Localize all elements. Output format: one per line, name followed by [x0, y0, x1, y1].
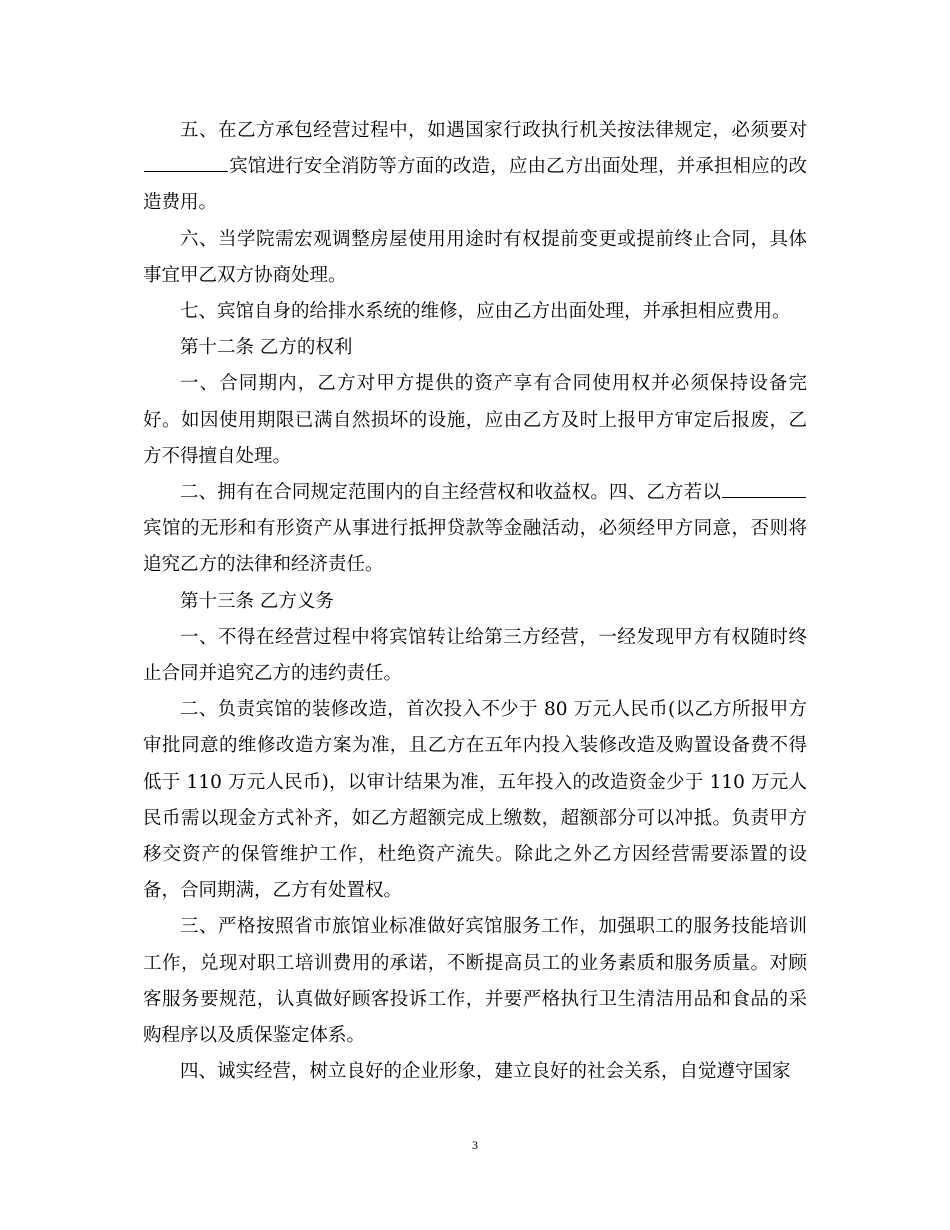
page-number: 3: [472, 1138, 478, 1152]
paragraph-clause-5: [143, 113, 807, 222]
paragraph-text: 四、诚实经营，树立良好的企业形象，建立良好的社会关系，自觉遵守国家: [180, 1061, 791, 1083]
paragraph-text: 一、合同期内，乙方对甲方提供的资产享有合同使用权并必须保持设备完好。如因使用期限已满自然损坏的设施，应由乙方及时上报甲方审定后报废，乙方不得擅自处理。: [143, 373, 807, 467]
paragraph-text: 宾馆的无形和有形资产从事进行抵押贷款等金融活动，必须经甲方同意，否则将追究乙方的法律和经济责任。: [143, 518, 807, 576]
paragraph-text: 七、宾馆自身的给排水系统的维修，应由乙方出面处理，并承担相应费用。: [180, 301, 791, 323]
paragraph-text: 二、拥有在合同规定范围内的自主经营权和收益权。四、乙方若以: [180, 482, 721, 504]
paragraph-text: 宾馆进行安全消防等方面的改造，应由乙方出面处理，并承担相应的改造费用。: [143, 156, 807, 214]
paragraph-text: 三、严格按照省市旅馆业标准做好宾馆服务工作，加强职工的服务技能培训工作，兑现对职工培训费用的承诺，不断提高员工的业务素质和服务质量。对顾客服务要规范，认真做好顾客投诉工作，并要严格执行卫生清洁用品和食品的采购程序以及质保鉴定体系。: [143, 916, 807, 1047]
paragraph-rights-1: [143, 366, 807, 475]
paragraph-obligations-4: [143, 1054, 807, 1090]
paragraph-obligations-2: [143, 692, 807, 909]
heading-text: 第十三条 乙方义务: [180, 590, 334, 612]
paragraph-text: 一、不得在经营过程中将宾馆转让给第三方经营，一经发现甲方有权随时终止合同并追究乙方的违约责任。: [143, 626, 807, 685]
document-body: [143, 113, 807, 1090]
paragraph-text: 六、当学院需宏观调整房屋使用用途时有权提前变更或提前终止合同，具体事宜甲乙双方协商处理。: [143, 228, 807, 286]
paragraph-clause-6: [143, 222, 807, 294]
paragraph-obligations-3: [143, 909, 807, 1054]
paragraph-text: 二、负责宾馆的装修改造，首次投入不少于 80 万元人民币(以乙方所报甲方审批同意的维修改造方案为准，且乙方在五年内投入装修改造及购置设备费不得低于 110 万元人民币)，以审计结果为准，五年投入的改造资金少于 110 万元人民币需以现金方式补齐，如乙方超额完成上缴数，超额部分可以冲抵。负责甲方移交资产的保管维护工作，杜绝资产流失。除此之外乙方因经营需要添置的设备，合同期满，乙方有处置权。: [143, 699, 807, 902]
paragraph-rights-2: [143, 475, 807, 584]
fill-in-blank: [144, 153, 228, 172]
heading-text: 第十二条 乙方的权利: [180, 337, 353, 359]
section-heading-article-12: [143, 330, 807, 366]
paragraph-clause-7: [143, 294, 807, 330]
paragraph-text: 五、在乙方承包经营过程中，如遇国家行政执行机关按法律规定，必须要对: [180, 120, 807, 141]
fill-in-blank: [722, 479, 806, 498]
section-heading-article-13: [143, 584, 807, 620]
paragraph-obligations-1: [143, 620, 807, 692]
